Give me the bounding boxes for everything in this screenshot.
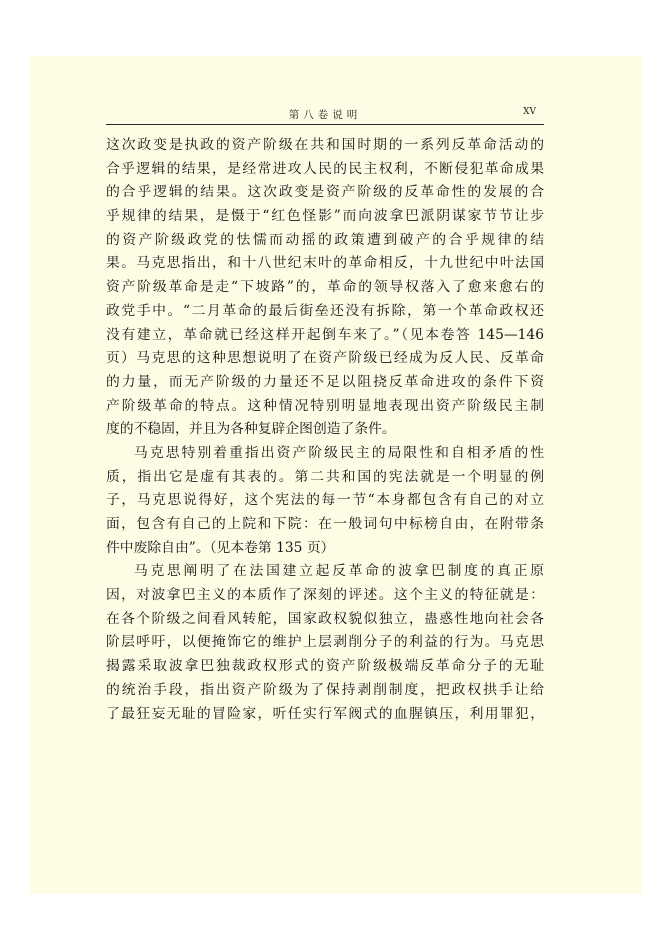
text-line: 页）马克思的这种思想说明了在资产阶级已经成为反人民、反革命 <box>106 350 544 367</box>
text-line: 的资产阶级政党的怯懦而动摇的政策遭到破产的合乎规律的结 <box>106 231 544 248</box>
running-title: 第八卷说明 <box>288 109 362 121</box>
text-line: 了最狂妄无耻的冒险家，听任实行军阀式的血腥镇压，利用罪犯， <box>106 705 544 722</box>
paragraph-end-line: 件中废除自由”。（见本卷第 135 页） <box>106 539 335 556</box>
text-line: 的力量，而无产阶级的力量还不足以阻挠反革命进攻的条件下资 <box>106 373 544 390</box>
text-line: 政党手中。“二月革命的最后街垒还没有拆除，第一个革命政权还 <box>106 302 544 319</box>
text-line: 质，指出它是虚有其表的。第二共和国的宪法就是一个明显的例 <box>106 468 544 485</box>
paragraph-start-line: 马克思特别着重指出资产阶级民主的局限性和自相矛盾的性 <box>134 444 544 461</box>
text-line: 的合乎逻辑的结果。这次政变是资产阶级的反革命性的发展的合 <box>106 184 544 201</box>
text-line: 因，对波拿巴主义的本质作了深刻的评述。这个主义的特征就是： <box>106 587 544 604</box>
text-line: 面，包含有自己的上院和下院：在一般词句中标榜自由，在附带条 <box>106 516 544 532</box>
text-line: 合乎逻辑的结果，是经常进攻人民的民主权利，不断侵犯革命成果 <box>106 160 544 177</box>
page-number: XV <box>523 107 536 117</box>
text-line: 果。马克思指出，和十八世纪末叶的革命相反，十九世纪中叶法国 <box>106 255 544 272</box>
paragraph-start-line: 马克思阐明了在法国建立起反革命的波拿巴制度的真正原 <box>134 563 544 580</box>
text-line: 阶层呼吁，以便掩饰它的维护上层剥削分子的利益的行为。马克思 <box>106 634 544 651</box>
running-header <box>106 104 544 125</box>
text-line: 产阶级革命的特点。这种情况特别明显地表现出资产阶级民主制 <box>106 397 544 414</box>
text-line: 的统治手段，指出资产阶级为了保持剥削制度，把政权拱手让给 <box>106 681 544 698</box>
body-text <box>106 134 544 726</box>
text-line: 没有建立，革命就已经这样开起倒车来了。”（见本卷答 145—146 <box>106 326 544 343</box>
text-line: 子，马克思说得好，这个宪法的每一节“本身都包含有自己的对立 <box>106 492 544 509</box>
text-line: 资产阶级革命是走“下坡路”的，革命的领导权落入了愈来愈右的 <box>106 279 544 296</box>
text-line: 揭露采取波拿巴独裁政权形式的资产阶级极端反革命分子的无耻 <box>106 658 544 675</box>
paragraph-end-line: 度的不稳固，并且为各种复辟企图创造了条件。 <box>106 421 396 438</box>
text-line: 在各个阶级之间看风转舵，国家政权貌似独立，蛊惑性地向社会各 <box>106 610 544 627</box>
text-line: 乎规律的结果，是慑于“红色怪影”而向波拿巴派阴谋家节节让步 <box>106 208 544 225</box>
text-line: 这次政变是执政的资产阶级在共和国时期的一系列反革命活动的 <box>106 137 544 153</box>
